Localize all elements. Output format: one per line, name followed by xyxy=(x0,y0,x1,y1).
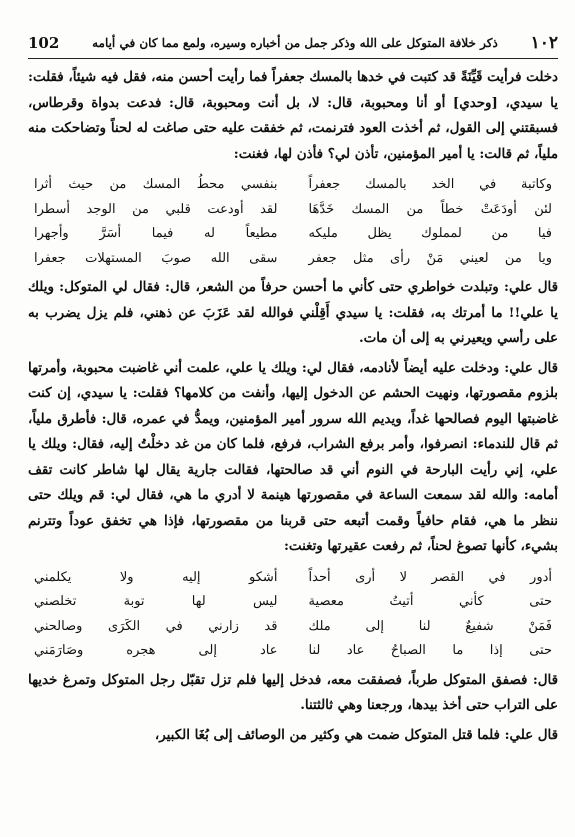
verse-second-hemistich: سقى الله صوبَ المستهلات جعفرا xyxy=(34,250,278,266)
poem-2 xyxy=(34,566,552,664)
verse-second-hemistich: قد زارني في الكَرَى وصالحني xyxy=(34,618,278,634)
verse-first-hemistich: وكاتبة في الخد بالمسك جعفراً xyxy=(308,177,552,192)
verse-first-hemistich: أدور في القصر لا أرى أحداً xyxy=(308,569,552,585)
page-number: 102 xyxy=(28,34,60,52)
paragraph: قال علي: فلما قتل المتوكل ضمت هي وكثير من الوصائف إلى بُغَا الكبير، xyxy=(154,726,558,743)
book-page xyxy=(28,28,558,818)
verse xyxy=(34,198,552,223)
verse-second-hemistich: أشكو إليه ولا يكلمني xyxy=(34,569,278,585)
running-header xyxy=(28,28,558,59)
verse-second-hemistich: مطيعاً له فيما أسَرَّ وأجهرا xyxy=(34,226,278,241)
verse xyxy=(34,590,552,615)
paragraph: قال علي: ودخلت عليه أيضاً لأنادمه، فقال لي: ويلك يا علي، علمت أني غاضبت محبوبة، وأمرتها بلزوم مقصورتها، ونهيت الحشم عن الدخول إليها، وأنفت من كلامها؟ فقلت: يا سيدي، إن كنت غاضبتها اليوم فصالحها غداً، ويديم الله سرور أمير المؤمنين، ويمدُّ في عمره، قال: فأطرق ملياً، ثم قال للندماء: انصرفوا، وأمر برفع الشراب، فرفع، فلما كان من غد دخلْتُ إليه، فقال: ويلك يا علي، إني رأيت البارحة في النوم أني قد صالحتها، فقالت جارية يقال لها شاطر كانت تقف أمامه: والله لقد سمعت الساعة في مقصورتها هينمة لا أدري ما هي، فقال لي: قم ويلك حتى ننظر ما هي، فقام حافياً وقمت أتبعه حتى قربنا من مقصورتها، فإذا هي تخفق عوداً وتترنم بشيء، كأنها تصوغ لحناً، ثم رفعت عقيرتها وتغنت: xyxy=(28,359,558,554)
verse-first-hemistich: لئن أودَعَتْ خطاً من المسك خَدَّهَا xyxy=(308,201,552,217)
running-title: ذكر خلافة المتوكل على الله وذكر جمل من أخباره وسيره، ولمع مما كان في أيامه xyxy=(92,36,498,50)
verse-second-hemistich: ليس لها توبة تخلصني xyxy=(34,594,278,609)
verse xyxy=(34,566,552,591)
verse xyxy=(34,247,552,272)
verse-first-hemistich: حتى كأني أتيتُ معصية xyxy=(308,594,552,609)
verse xyxy=(34,173,552,198)
verse xyxy=(34,615,552,640)
verse xyxy=(34,222,552,247)
paragraph: قال علي: وتبلدت خواطري حتى كأني ما أحسن حرفاً من الشعر، قال: فقال لي المتوكل: ويلك يا علي!! ما أمرتك به، فقلت: يا سيدي أَقِلْني فوالله لقد عَزَبَ عن ذهني، فلم يزل يضرب به على رأسي ويعيرني به إلى أن مات. xyxy=(28,279,558,346)
verse-second-hemistich: لقد أودعت قلبي من الوجد أسطرا xyxy=(34,201,278,217)
page-number-arabic: ١٠٢ xyxy=(530,33,558,53)
paragraph: قال: فصفق المتوكل طرباً، فصفقت معه، فدخل إليها فلم تزل تقبّل رجل المتوكل وتمرغ خديها على التراب حتى أخذ بيدها، ورجعنا وهي ثالثتنا. xyxy=(28,671,558,713)
poem-1 xyxy=(34,173,552,271)
verse-second-hemistich: عاد إلى هجره وصَارَمَني xyxy=(34,643,278,658)
verse-first-hemistich: فيا من لمملوك يظل مليكه xyxy=(308,226,552,241)
verse-first-hemistich: ويا من لعيني مَنْ رأى مثل جعفر xyxy=(308,250,552,266)
verse xyxy=(34,639,552,664)
verse-first-hemistich: حتى إذا ما الصباحُ عاد لنا xyxy=(308,643,552,658)
paragraph: دخلت فرأيت قَيِّنَةً قد كتبت في خدها بالمسك جعفراً فما رأيت أحسن منه، فقل فيه شيئاً، فقلت: يا سيدي، [وحدي] أو أنا ومحبوبة، قال: لا، بل أنت ومحبوبة، قال: فدعت بدواة وقرطاس، فسبقتني إلى القول، ثم أخذت العود فترنمت، ثم خفقت عليه حتى صاغت له لحناً وتضاحكت منه ملياً، ثم قالت: يا أمير المؤمنين، تأذن لي؟ فأذن لها، فغنت: xyxy=(28,69,558,162)
page-body xyxy=(28,65,558,748)
verse-first-hemistich: فَمَنْ شفيعٌ لنا إلى ملك xyxy=(308,618,552,634)
verse-second-hemistich: بنفسي محطُ المسك من حيث أثرا xyxy=(34,177,278,192)
